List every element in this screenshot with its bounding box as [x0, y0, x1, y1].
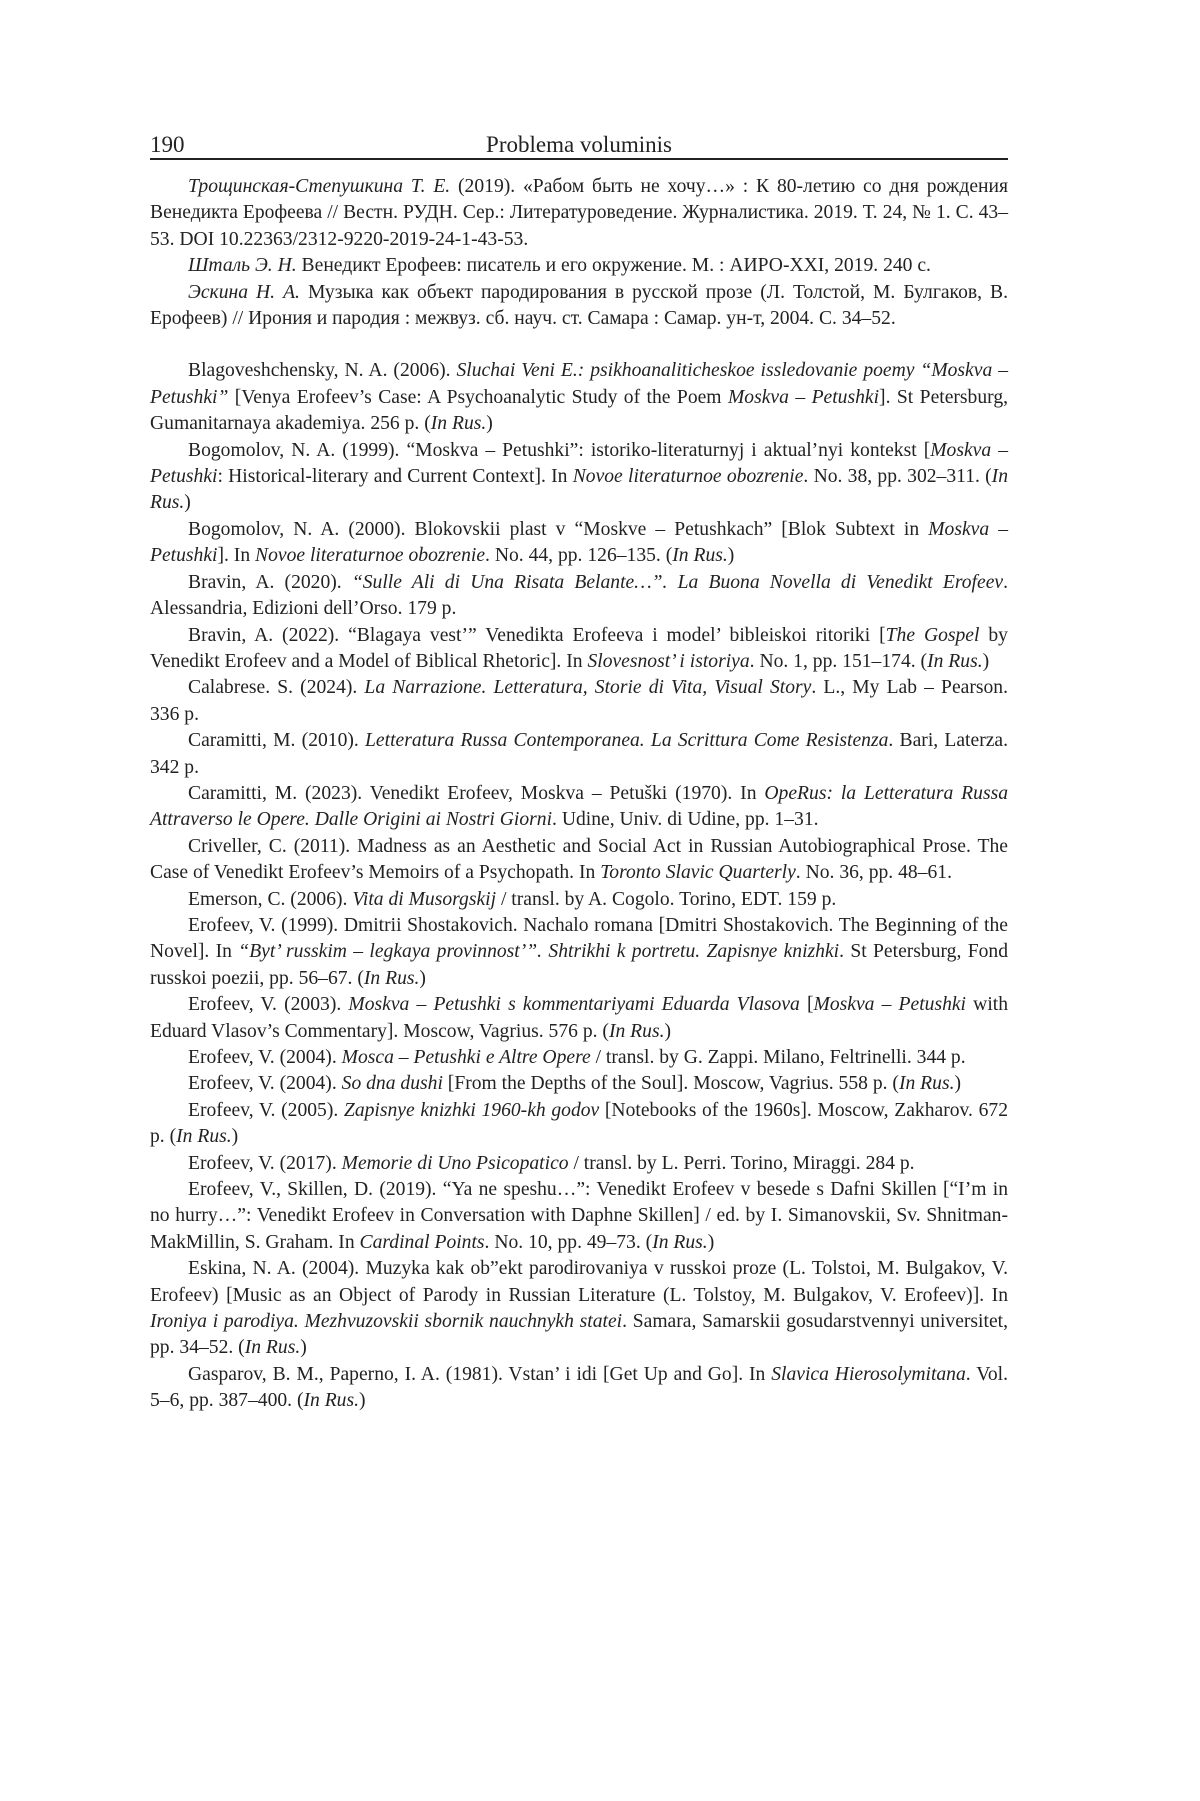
reference-entry: Bravin, A. (2020). “Sulle Ali di Una Risata Belante…”. La Buona Novella di Venedikt Erofeev. Alessandria, Edizioni dell’Orso. 179 p.	[150, 570, 1008, 623]
reference-entry: Erofeev, V. (2017). Memorie di Uno Psicopatico / transl. by L. Perri. Torino, Miraggi. 284 p.	[150, 1151, 1008, 1177]
reference-entry: Eskina, N. A. (2004). Muzyka kak ob”ekt parodirovaniya v russkoi proze (L. Tolstoi, M. Bulgakov, V. Erofeev) [Music as an Object of Parody in Russian Literature (L. Tolstoy, M. Bulgakov, V. Erofeev)]. In Ironiya i parodiya. Mezhvuzovskii sbornik nauchnykh statei. Samara, Samarskii gosudarstvennyi universitet, pp. 34–52. (In Rus.)	[150, 1256, 1008, 1362]
reference-entry: Эскина Н. А. Музыка как объект пародирования в русской прозе (Л. Толстой, М. Булгаков, В. Ерофеев) // Ирония и пародия : межвуз. сб. науч. ст. Самара : Самар. ун-т, 2004. С. 34–52.	[150, 280, 1008, 333]
reference-entry: Calabrese. S. (2024). La Narrazione. Letteratura, Storie di Vita, Visual Story. L., My Lab – Pearson. 336 p.	[150, 675, 1008, 728]
reference-list	[150, 174, 1008, 1415]
reference-entry: Erofeev, V. (2004). Mosca – Petushki e Altre Opere / transl. by G. Zappi. Milano, Feltrinelli. 344 p.	[150, 1045, 1008, 1071]
reference-entry: Erofeev, V. (2005). Zapisnye knizhki 1960-kh godov [Notebooks of the 1960s]. Moscow, Zakharov. 672 p. (In Rus.)	[150, 1098, 1008, 1151]
reference-entry: Erofeev, V., Skillen, D. (2019). “Ya ne speshu…”: Venedikt Erofeev v besede s Dafni Skillen [“I’m in no hurry…”: Venedikt Erofeev in Conversation with Daphne Skillen] / ed. by I. Simanovskii, Sv. Shnitman-MakMillin, S. Graham. In Cardinal Points. No. 10, pp. 49–73. (In Rus.)	[150, 1177, 1008, 1256]
reference-entry: Caramitti, M. (2023). Venedikt Erofeev, Moskva – Petuški (1970). In OpeRus: la Letteratura Russa Attraverso le Opere. Dalle Origini ai Nostri Giorni. Udine, Univ. di Udine, pp. 1–31.	[150, 781, 1008, 834]
reference-entry: Bravin, A. (2022). “Blagaya vest’” Venedikta Erofeeva i model’ bibleiskoi ritoriki [The Gospel by Venedikt Erofeev and a Model of Biblical Rhetoric]. In Slovesnost’ i istoriya. No. 1, pp. 151–174. (In Rus.)	[150, 623, 1008, 676]
section-gap	[150, 332, 1008, 358]
reference-entry: Erofeev, V. (2003). Moskva – Petushki s kommentariyami Eduarda Vlasova [Moskva – Petushki with Eduard Vlasov’s Commentary]. Moscow, Vagrius. 576 p. (In Rus.)	[150, 992, 1008, 1045]
reference-entry: Шталь Э. Н. Венедикт Ерофеев: писатель и его окружение. М. : АИРО-XXI, 2019. 240 с.	[150, 253, 1008, 279]
reference-entry: Bogomolov, N. A. (1999). “Moskva – Petushki”: istoriko-literaturnyj i aktual’nyi kontekst [Moskva – Petushki: Historical-literary and Current Context]. In Novoe literaturnoe obozrenie. No. 38, pp. 302–311. (In Rus.)	[150, 438, 1008, 517]
reference-entry: Criveller, C. (2011). Madness as an Aesthetic and Social Act in Russian Autobiographical Prose. The Case of Venedikt Erofeev’s Memoirs of a Psychopath. In Toronto Slavic Quarterly. No. 36, pp. 48–61.	[150, 834, 1008, 887]
reference-entry: Erofeev, V. (1999). Dmitrii Shostakovich. Nachalo romana [Dmitri Shostakovich. The Beginning of the Novel]. In “Byt’ russkim – legkaya provinnost’”. Shtrikhi k portretu. Zapisnye knizhki. St Petersburg, Fond russkoi poezii, pp. 56–67. (In Rus.)	[150, 913, 1008, 992]
page-number: 190	[150, 132, 270, 158]
reference-entry: Bogomolov, N. A. (2000). Blokovskii plast v “Moskve – Petushkach” [Blok Subtext in Moskva – Petushki]. In Novoe literaturnoe obozrenie. No. 44, pp. 126–135. (In Rus.)	[150, 517, 1008, 570]
reference-entry: Gasparov, B. M., Paperno, I. A. (1981). Vstan’ i idi [Get Up and Go]. In Slavica Hierosolymitana. Vol. 5–6, pp. 387–400. (In Rus.)	[150, 1362, 1008, 1415]
reference-entry: Erofeev, V. (2004). So dna dushi [From the Depths of the Soul]. Moscow, Vagrius. 558 p. (In Rus.)	[150, 1071, 1008, 1097]
reference-entry: Caramitti, M. (2010). Letteratura Russa Contemporanea. La Scrittura Come Resistenza. Bari, Laterza. 342 p.	[150, 728, 1008, 781]
reference-entry: Blagoveshchensky, N. A. (2006). Sluchai Veni E.: psikhoanaliticheskoe issledovanie poemy “Moskva – Petushki” [Venya Erofeev’s Case: A Psychoanalytic Study of the Poem Moskva – Petushki]. St Petersburg, Gumanitarnaya akademiya. 256 p. (In Rus.)	[150, 358, 1008, 437]
page	[150, 120, 1008, 1415]
running-title: Problema voluminis	[270, 132, 1008, 158]
reference-entry: Emerson, C. (2006). Vita di Musorgskij / transl. by A. Cogolo. Torino, EDT. 159 p.	[150, 887, 1008, 913]
reference-entry: Трощинская-Степушкина Т. Е. (2019). «Рабом быть не хочу…» : К 80-летию со дня рождения Венедикта Ерофеева // Вестн. РУДН. Сер.: Литературоведение. Журналистика. 2019. Т. 24, № 1. С. 43–53. DOI 10.22363/2312-9220-2019-24-1-43-53.	[150, 174, 1008, 253]
running-header	[150, 120, 1008, 160]
english-references	[150, 358, 1008, 1414]
russian-references	[150, 174, 1008, 332]
